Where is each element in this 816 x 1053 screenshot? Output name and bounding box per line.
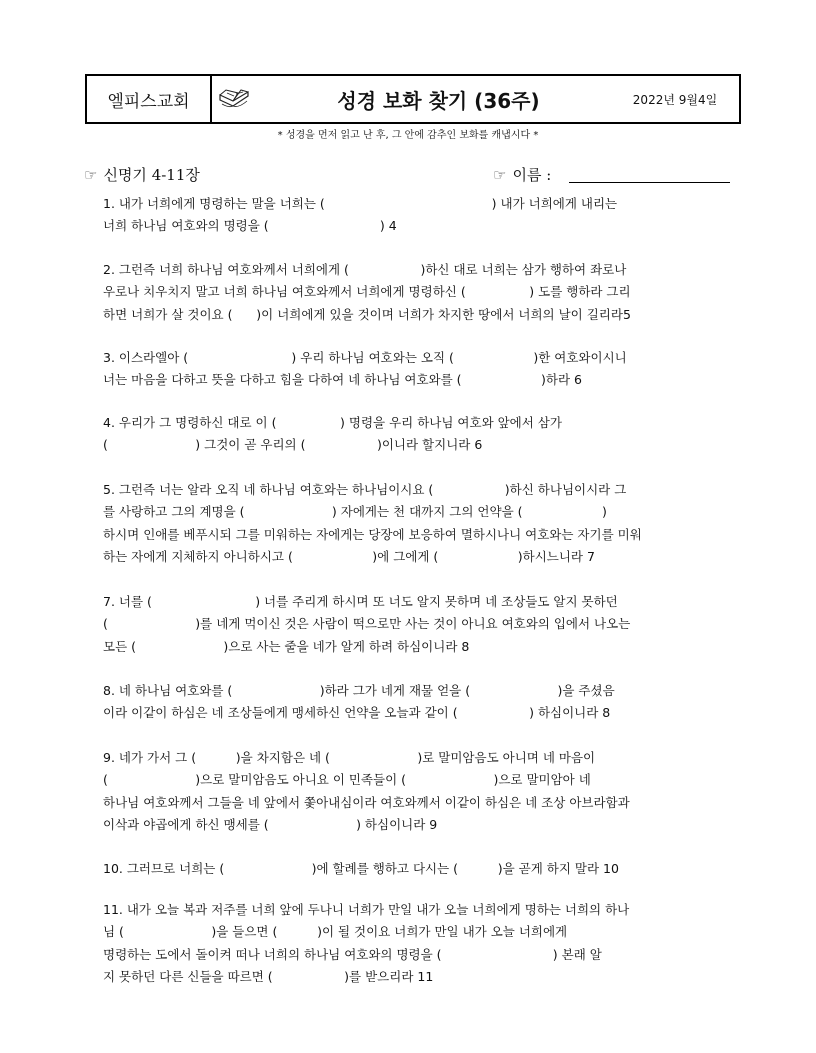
name-field bbox=[493, 164, 551, 185]
question-line: 를 사랑하고 그의 계명을 ( ) 자에게는 천 대까지 그의 언약을 ( ) bbox=[103, 504, 607, 520]
name-blank-line[interactable] bbox=[569, 182, 730, 183]
question-line: ( )으로 말미암음도 아니요 이 민족들이 ( )으로 말미암아 네 bbox=[103, 772, 591, 788]
instruction-text: * 성경을 먼저 읽고 난 후, 그 안에 감추인 보화를 캐냅시다 * bbox=[277, 130, 539, 141]
worksheet-header bbox=[85, 74, 741, 124]
question-line: 명령하는 도에서 돌이켜 떠나 너희의 하나님 여호와의 명령을 ( ) 본래 알 bbox=[103, 946, 602, 962]
question-line: 7. 너를 ( ) 너를 주리게 하시며 또 너도 알지 못하며 네 조상들도 알지 못하던 bbox=[103, 594, 618, 609]
question-line: 4. 우리가 그 명령하신 대로 이 ( ) 명령을 우리 하나님 여호와 앞에서 삼가 bbox=[103, 415, 562, 430]
question-line: 모든 ( )으로 사는 줄을 네가 알게 하려 하심이니라 8 bbox=[103, 638, 470, 654]
question-line: 이라 이같이 하심은 네 조상들에게 맹세하신 언약을 오늘과 같이 ( ) 하심이니라 8 bbox=[103, 705, 611, 721]
question-line: 3. 이스라엘아 ( ) 우리 하나님 여호와는 오직 ( )한 여호와이시니 bbox=[103, 350, 627, 365]
reading-range-label: 신명기 4-11장 bbox=[103, 166, 200, 184]
question-line: 우로나 치우치지 말고 너희 하나님 여호와께서 너희에게 명령하신 ( ) 도를 행하라 그리 bbox=[103, 284, 631, 300]
question-line: 9. 네가 가서 그 ( )을 차지함은 네 ( )로 말미암음도 아니며 네 마음이 bbox=[103, 750, 596, 765]
question-line: ( ) 그것이 곧 우리의 ( )이니라 할지니라 6 bbox=[103, 437, 483, 453]
church-name: 엘피스교회 bbox=[87, 76, 212, 122]
pointing-hand-icon: ☞ bbox=[84, 166, 98, 184]
question-line: 하면 너희가 살 것이요 ( )이 너희에게 있을 것이며 너희가 차지한 땅에서 너희의 날이 길리라5 bbox=[103, 306, 631, 322]
question-line: 하나님 여호와께서 그들을 네 앞에서 쫓아내심이라 여호와께서 이같이 하심은 네 조상 아브라함과 bbox=[103, 794, 630, 810]
question-line: 2. 그런즉 너희 하나님 여호와께서 너희에게 ( )하신 대로 너희는 삼가 행하여 좌로나 bbox=[103, 262, 627, 277]
question-line: 1. 내가 너희에게 명령하는 말을 너희는 ( ) 내가 너희에게 내리는 bbox=[103, 196, 618, 211]
question-line: ( )를 네게 먹이신 것은 사람이 떡으로만 사는 것이 아니요 여호와의 입에서 나오는 bbox=[103, 616, 631, 632]
question-line: 너는 마음을 다하고 뜻을 다하고 힘을 다하여 네 하나님 여호와를 ( )하라 6 bbox=[103, 372, 582, 388]
question-line: 지 못하던 다른 신들을 따르면 ( )를 받으리라 11 bbox=[103, 969, 434, 985]
question-line: 8. 네 하나님 여호와를 ( )하라 그가 네게 재물 얻을 ( )을 주셨음 bbox=[103, 683, 615, 698]
question-line: 하시며 인애를 베푸시되 그를 미워하는 자에게는 당장에 보응하여 멸하시나니 여호와는 자기를 미워 bbox=[103, 526, 642, 542]
worksheet-date: 2022년 9월4일 bbox=[632, 92, 718, 107]
question-line: 10. 그러므로 너희는 ( )에 할례를 행하고 다시는 ( )을 곧게 하지 말라 10 bbox=[103, 861, 619, 876]
question-line: 11. 내가 오늘 복과 저주를 너희 앞에 두나니 너희가 만일 내가 오늘 너희에게 명하는 너희의 하나 bbox=[103, 902, 630, 917]
question-line: 하는 자에게 지체하지 아니하시고 ( )에 그에게 ( )하시느니라 7 bbox=[103, 549, 595, 565]
reading-range bbox=[84, 164, 200, 185]
worksheet-title: 성경 보화 찾기 (36주) bbox=[337, 88, 540, 113]
name-label: 이름 : bbox=[512, 166, 552, 184]
question-line: 5. 그런즉 너는 알라 오직 네 하나님 여호와는 하나님이시요 ( )하신 하나님이시라 그 bbox=[103, 482, 627, 497]
open-book-icon bbox=[212, 76, 256, 122]
question-line: 님 ( )을 들으면 ( )이 될 것이요 너희가 만일 내가 오늘 너희에게 bbox=[103, 924, 568, 940]
pointing-hand-icon: ☞ bbox=[493, 166, 507, 184]
question-line: 너희 하나님 여호와의 명령을 ( ) 4 bbox=[103, 218, 397, 234]
question-line: 이삭과 야곱에게 하신 맹세를 ( ) 하심이니라 9 bbox=[103, 817, 438, 833]
